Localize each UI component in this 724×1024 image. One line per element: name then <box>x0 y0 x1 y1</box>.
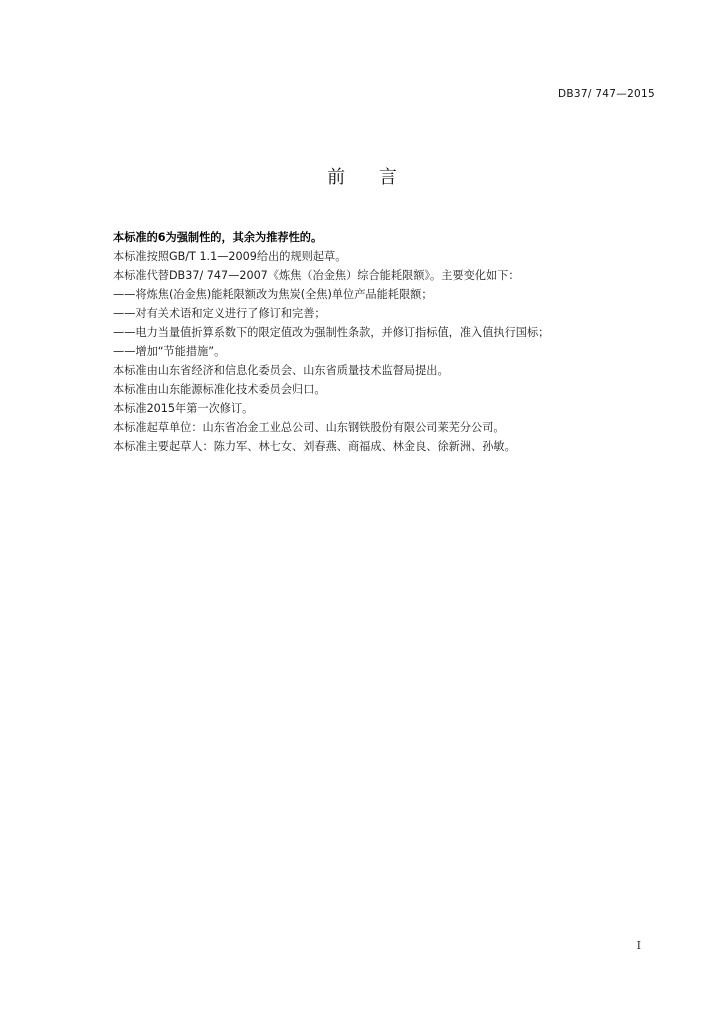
paragraph-committee: 本标准由山东能源标准化技术委员会归口。 <box>113 383 326 396</box>
change-item: ——增加“节能措施”。 <box>113 345 226 358</box>
paragraph-drafting-rules: 本标准按照GB/T 1.1—2009给出的规则起草。 <box>113 250 347 263</box>
change-item: ——电力当量值折算系数下的限定值改为强制性条款，并修订指标值，准入值执行国标； <box>113 326 550 339</box>
page-title: 前 言 <box>327 167 411 188</box>
paragraph-revision: 本标准2015年第一次修订。 <box>113 402 254 415</box>
page-number: I <box>636 939 641 952</box>
foreword-body <box>113 228 633 456</box>
change-item: ——将炼焦(冶金焦)能耗限额改为焦炭(全焦)单位产品能耗限额； <box>113 288 433 301</box>
standard-code: DB37/ 747—2015 <box>558 88 655 100</box>
change-item: ——对有关术语和定义进行了修订和完善； <box>113 307 326 320</box>
paragraph-mandatory-note: 本标准的6为强制性的，其余为推荐性的。 <box>113 231 323 244</box>
paragraph-replaces: 本标准代替DB37/ 747—2007《炼焦（冶金焦）综合能耗限额》。主要变化如下： <box>113 269 520 282</box>
paragraph-proposer: 本标准由山东省经济和信息化委员会、山东省质量技术监督局提出。 <box>113 364 449 377</box>
paragraph-drafting-units: 本标准起草单位：山东省冶金工业总公司、山东钢铁股份有限公司莱芜分公司。 <box>113 421 505 434</box>
paragraph-drafters: 本标准主要起草人：陈力军、林七女、刘春燕、商福成、林金良、徐新洲、孙敏。 <box>113 440 516 453</box>
